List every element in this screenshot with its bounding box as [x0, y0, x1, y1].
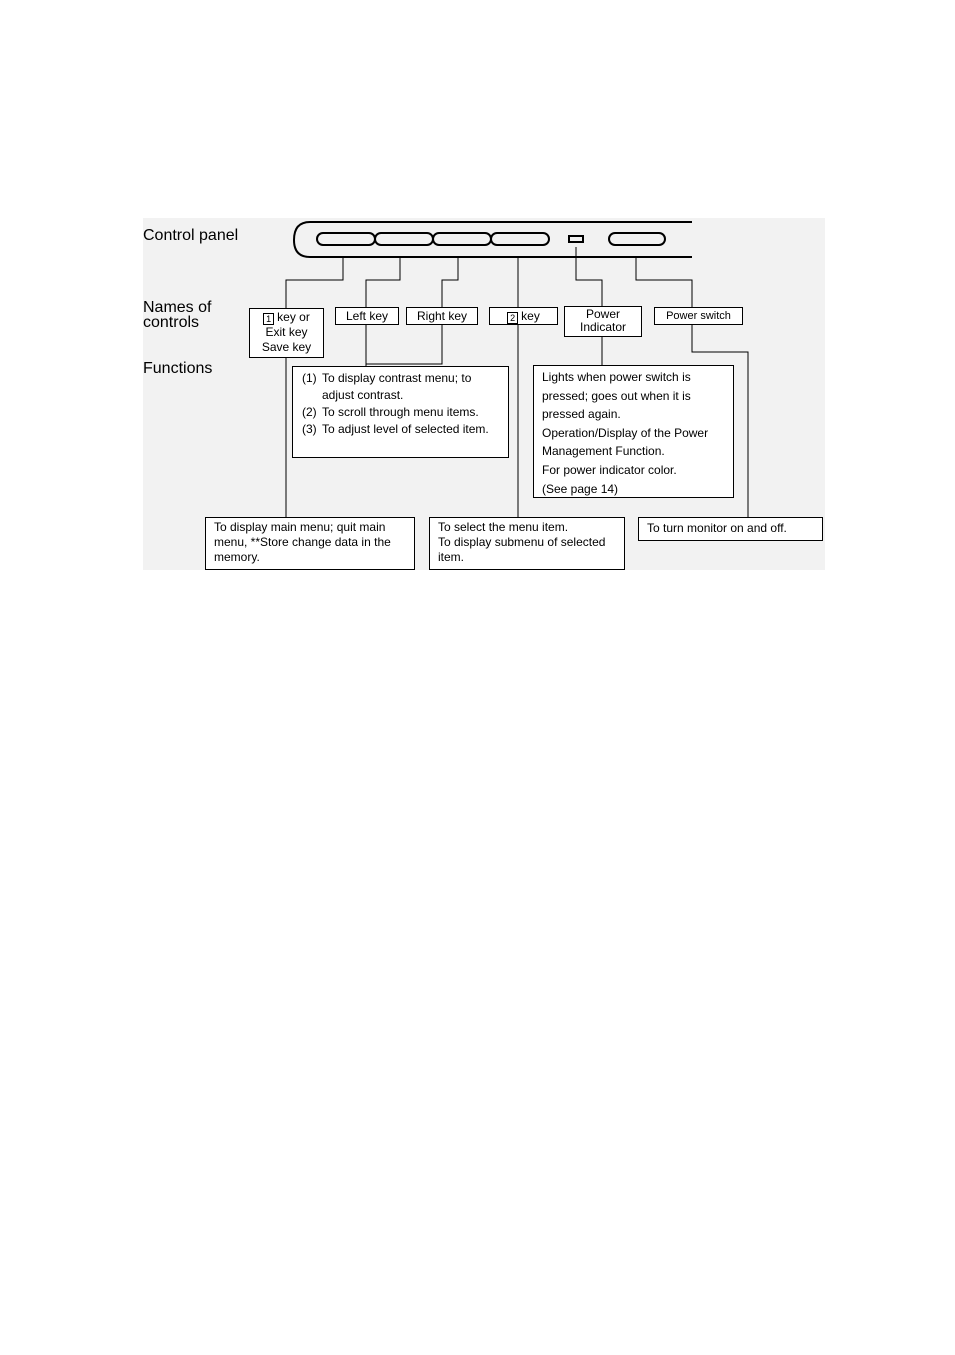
right-key-name-box: Right key — [406, 307, 478, 325]
list-item: (2) To scroll through menu items. — [302, 405, 479, 419]
power-switch-function-box: To turn monitor on and off. — [638, 517, 823, 541]
key1-function-box: To display main menu; quit main menu, **Store change data in the memory. — [205, 517, 415, 570]
panel-button-3 — [433, 233, 491, 245]
power-indicator-function-box: Lights when power switch is pressed; goes out when it is pressed again. Operation/Display of the Power Management Function. For power indicator color. (See page 14) — [533, 365, 734, 498]
power-switch-name-box: Power switch — [654, 307, 743, 325]
left-right-function-list — [302, 370, 500, 438]
key2-glyph: 2 — [507, 312, 518, 324]
functions-label: Functions — [143, 360, 213, 377]
control-panel-label: Control panel — [143, 227, 239, 244]
key1-name-line3: Save key — [261, 340, 312, 354]
list-item: (1) To display contrast menu; to adjust contrast. — [302, 371, 472, 402]
control-panel-bar — [294, 222, 692, 257]
names-of-controls-label-line2: controls — [143, 314, 200, 331]
panel-button-1 — [317, 233, 375, 245]
panel-button-4 — [491, 233, 549, 245]
key1-name-box — [249, 308, 324, 358]
panel-power-indicator — [569, 236, 583, 242]
names-of-controls-label-line1: Names of — [143, 299, 212, 316]
key1-name-line2: Exit key — [265, 325, 308, 339]
panel-button-2 — [375, 233, 433, 245]
key2-function-box: To select the menu item. To display submenu of selected item. — [429, 517, 625, 570]
key1-name-line1: 1 key or — [250, 310, 323, 325]
left-key-name-box: Left key — [335, 307, 399, 325]
left-right-key-function-box — [292, 366, 509, 458]
panel-power-switch — [609, 233, 665, 245]
list-item: (3) To adjust level of selected item. — [302, 422, 489, 436]
key1-glyph: 1 — [263, 313, 274, 325]
key2-name-box: 2 key — [489, 307, 558, 325]
power-indicator-name-box: Power Indicator — [564, 306, 642, 337]
